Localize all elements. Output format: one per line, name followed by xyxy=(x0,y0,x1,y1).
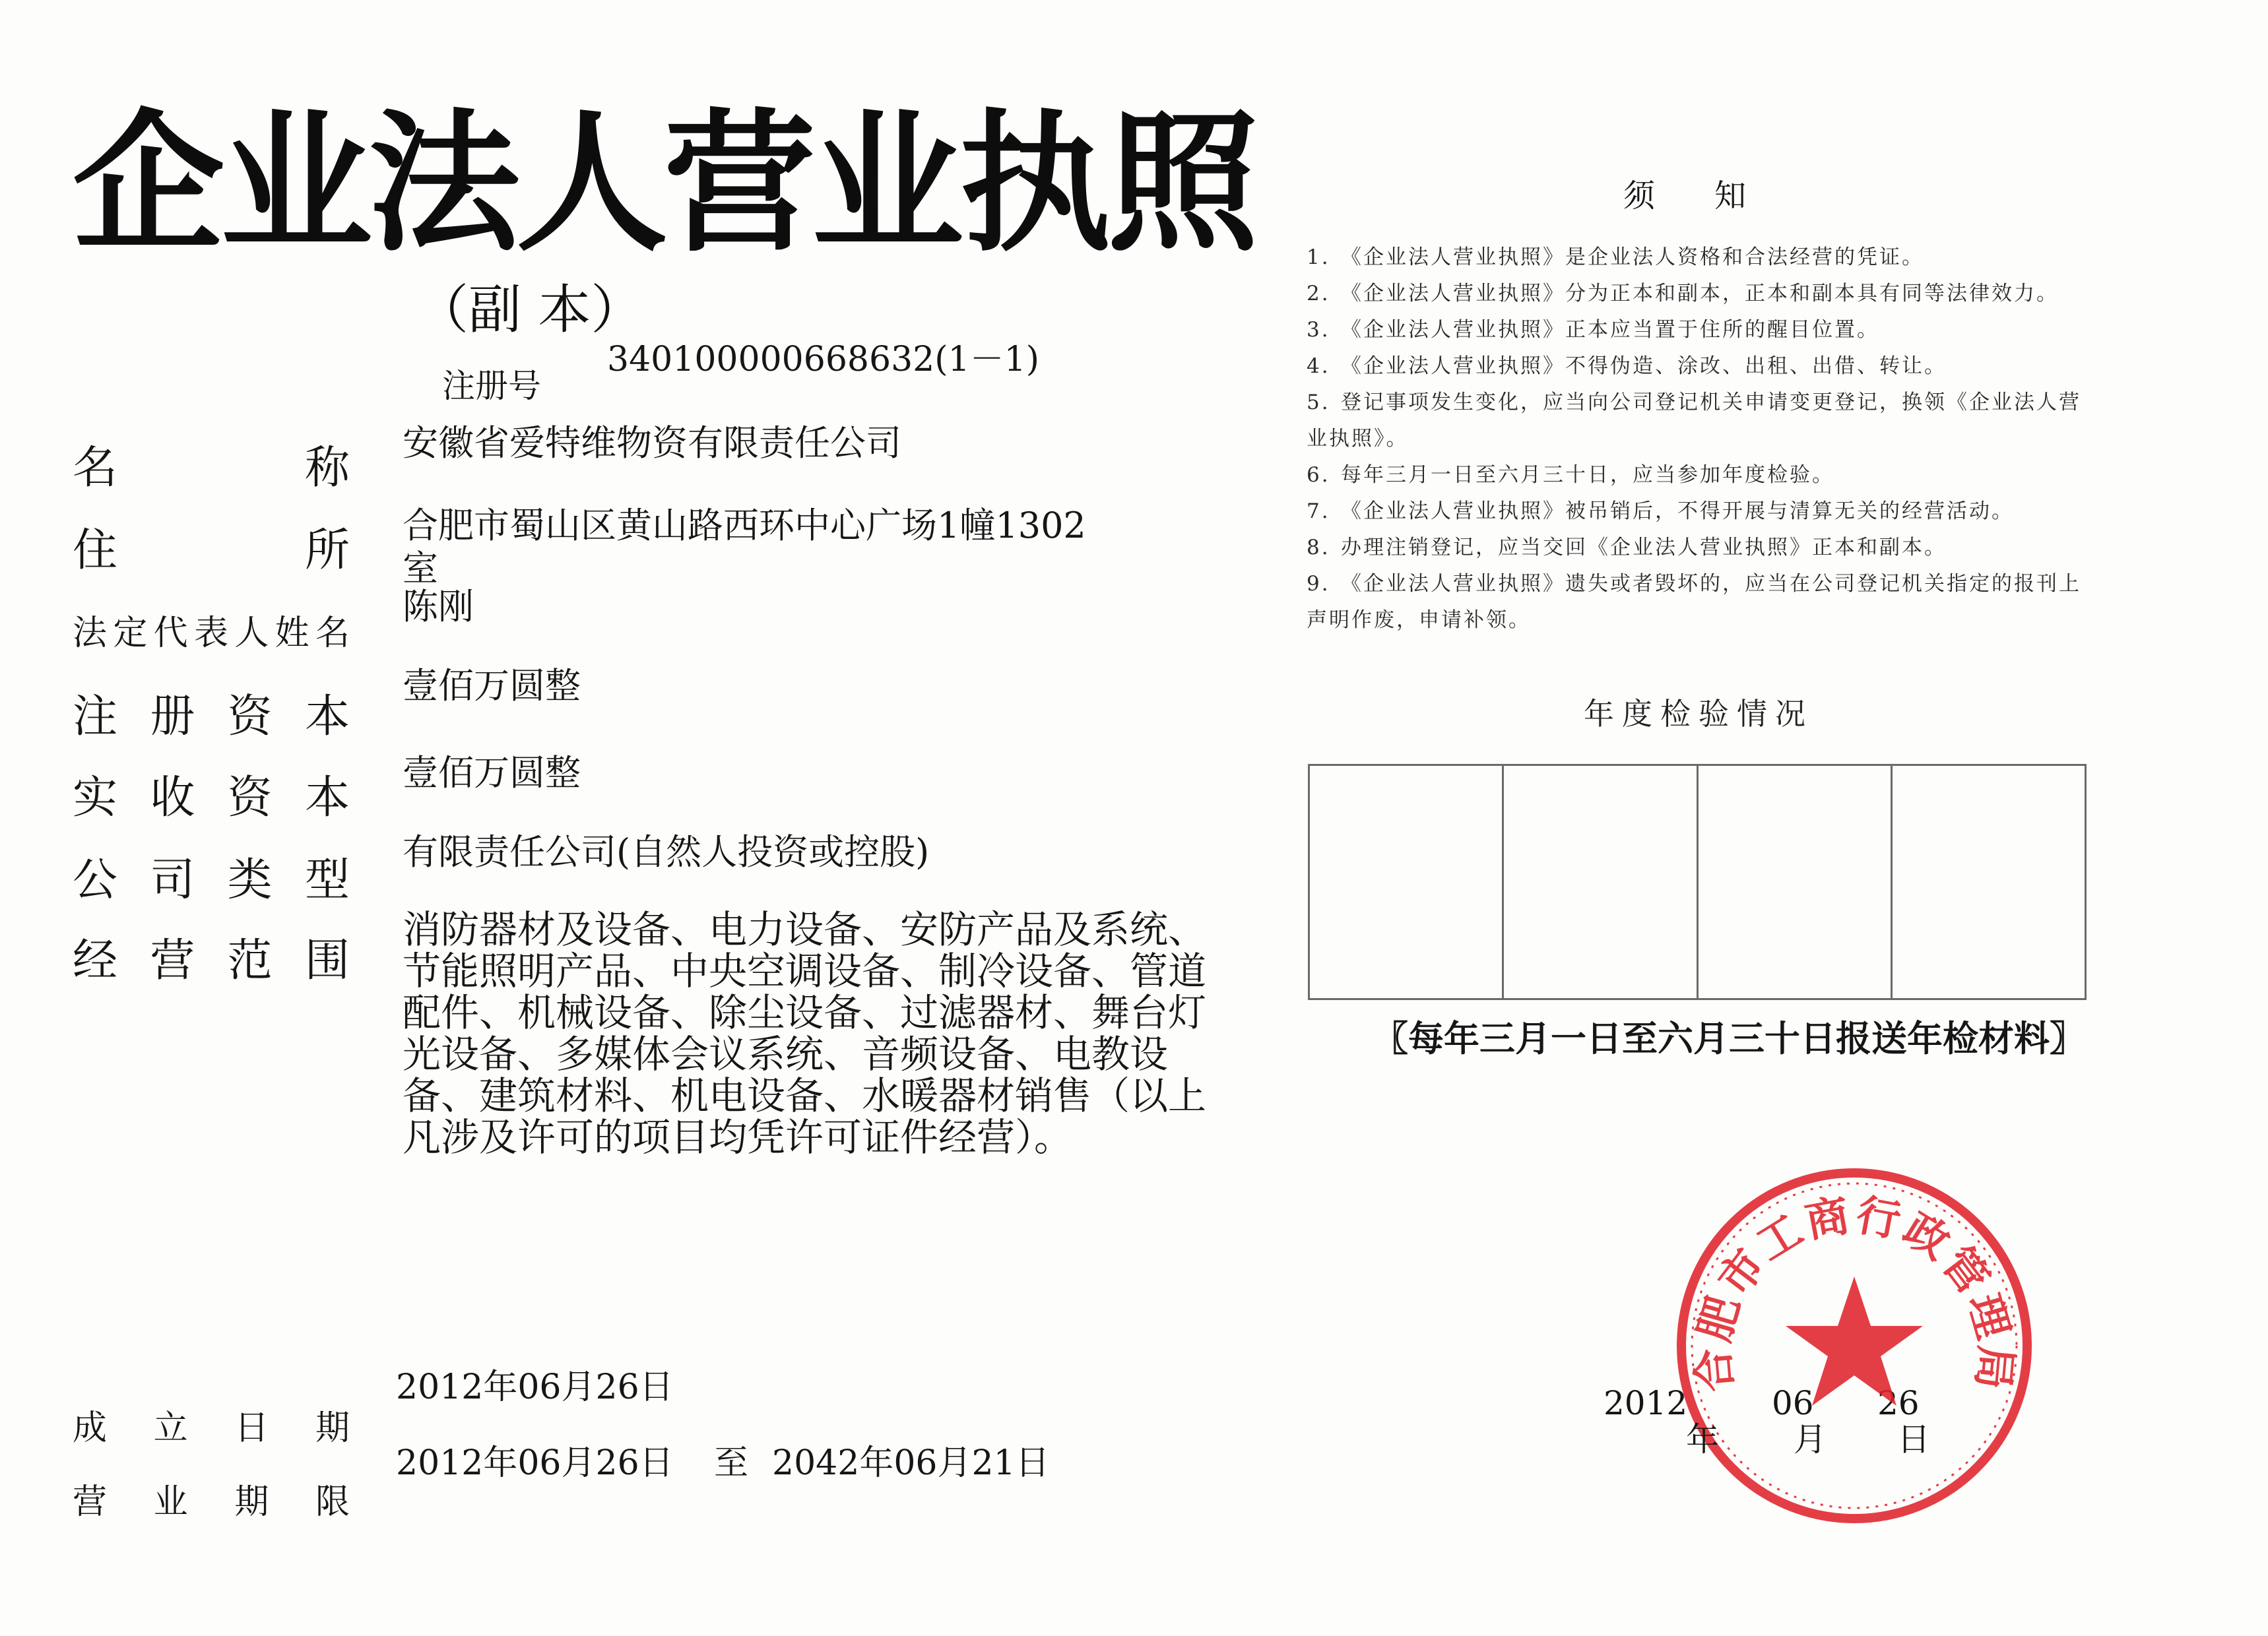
star-icon xyxy=(1786,1276,1923,1406)
inspection-cell xyxy=(1504,766,1698,998)
legal-rep-value: 陈刚 xyxy=(403,586,474,627)
issue-month-unit: 月 xyxy=(1794,1420,1827,1459)
official-seal xyxy=(1669,1161,2039,1530)
annual-inspection-note: 〖每年三月一日至六月三十日报送年检材料〗 xyxy=(1373,1018,2085,1059)
address-value-line2: 室 xyxy=(403,548,438,589)
notice-item: 2. 《企业法人营业执照》分为正本和副本，正本和副本具有同等法律效力。 xyxy=(1307,282,2059,305)
established-value: 2012年06月26日 xyxy=(396,1368,674,1407)
address-label: 住所 xyxy=(73,524,350,577)
inspection-cell xyxy=(1310,766,1504,998)
issue-day-unit: 日 xyxy=(1897,1420,1930,1459)
annual-inspection-title: 年度检验情况 xyxy=(1584,696,1813,732)
term-start: 2012年06月26日 xyxy=(396,1443,674,1483)
address-value-line1: 合肥市蜀山区黄山路西环中心广场1幢1302 xyxy=(403,505,1086,546)
notice-item: 1. 《企业法人营业执照》是企业法人资格和合法经营的凭证。 xyxy=(1307,245,1924,269)
legal-rep-label: 法定代表人姓名 xyxy=(73,614,350,653)
notice-item: 4. 《企业法人营业执照》不得伪造、涂改、出租、出借、转让。 xyxy=(1307,354,1947,378)
notice-item: 3. 《企业法人营业执照》正本应当置于住所的醒目位置。 xyxy=(1307,318,1879,342)
inspection-cell xyxy=(1699,766,1893,998)
annual-inspection-table xyxy=(1308,764,2087,1000)
registration-label: 注册号 xyxy=(442,367,541,405)
document-subtitle: （副 本） xyxy=(416,279,644,340)
registered-capital-label: 注册资本 xyxy=(73,691,350,743)
seal-graphic xyxy=(1681,1173,2027,1519)
registration-number: 340100000668632(1－1) xyxy=(607,340,1040,379)
notice-item: 5. 登记事项发生变化，应当向公司登记机关申请变更登记，换领《企业法人营业执照》。 xyxy=(1307,391,2081,451)
seal-text: 合肥市工商行政管理局 xyxy=(1687,1189,2022,1395)
notice-title: 须知 xyxy=(1623,177,1806,214)
company-type-label: 公司类型 xyxy=(73,854,350,906)
registered-capital-value: 壹佰万圆整 xyxy=(403,665,581,707)
business-scope-value: 消防器材及设备、电力设备、安防产品及系统、节能照明产品、中央空调设备、制冷设备、管道配件、机械设备、除尘设备、过滤器材、舞台灯光设备、多媒体会议系统、音频设备、电教设备、建筑材料、机电设备、水暖器材销售（以上凡涉及许可的项目均凭许可证件经营）。 xyxy=(403,907,1207,1160)
paid-capital-value: 壹佰万圆整 xyxy=(403,752,581,794)
issue-month: 06 xyxy=(1772,1384,1814,1422)
term-end: 2042年06月21日 xyxy=(772,1443,1050,1483)
inspection-cell xyxy=(1893,766,2085,998)
name-value: 安徽省爱特维物资有限责任公司 xyxy=(403,422,901,464)
notice-item: 8. 办理注销登记，应当交回《企业法人营业执照》正本和副本。 xyxy=(1307,536,1947,559)
business-scope-label: 经营范围 xyxy=(73,935,350,987)
issue-year-unit: 年 xyxy=(1686,1420,1719,1459)
notice-item: 9. 《企业法人营业执照》遗失或者毁坏的，应当在公司登记机关指定的报刊上声明作废，申请补领。 xyxy=(1307,572,2081,632)
paid-capital-label: 实收资本 xyxy=(73,772,350,824)
issue-year: 2012 xyxy=(1604,1384,1688,1422)
notice-item: 6. 每年三月一日至六月三十日，应当参加年度检验。 xyxy=(1307,463,1834,487)
notice-item: 7. 《企业法人营业执照》被吊销后，不得开展与清算无关的经营活动。 xyxy=(1307,499,2014,523)
company-type-value: 有限责任公司(自然人投资或控股) xyxy=(403,831,930,873)
term-separator: 至 xyxy=(714,1443,749,1483)
document-title: 企业法人营业执照 xyxy=(73,96,1256,272)
established-label: 成立日期 xyxy=(73,1408,350,1448)
term-label: 营业期限 xyxy=(73,1482,350,1522)
name-label: 名称 xyxy=(73,442,350,494)
issue-day: 26 xyxy=(1877,1384,1920,1422)
